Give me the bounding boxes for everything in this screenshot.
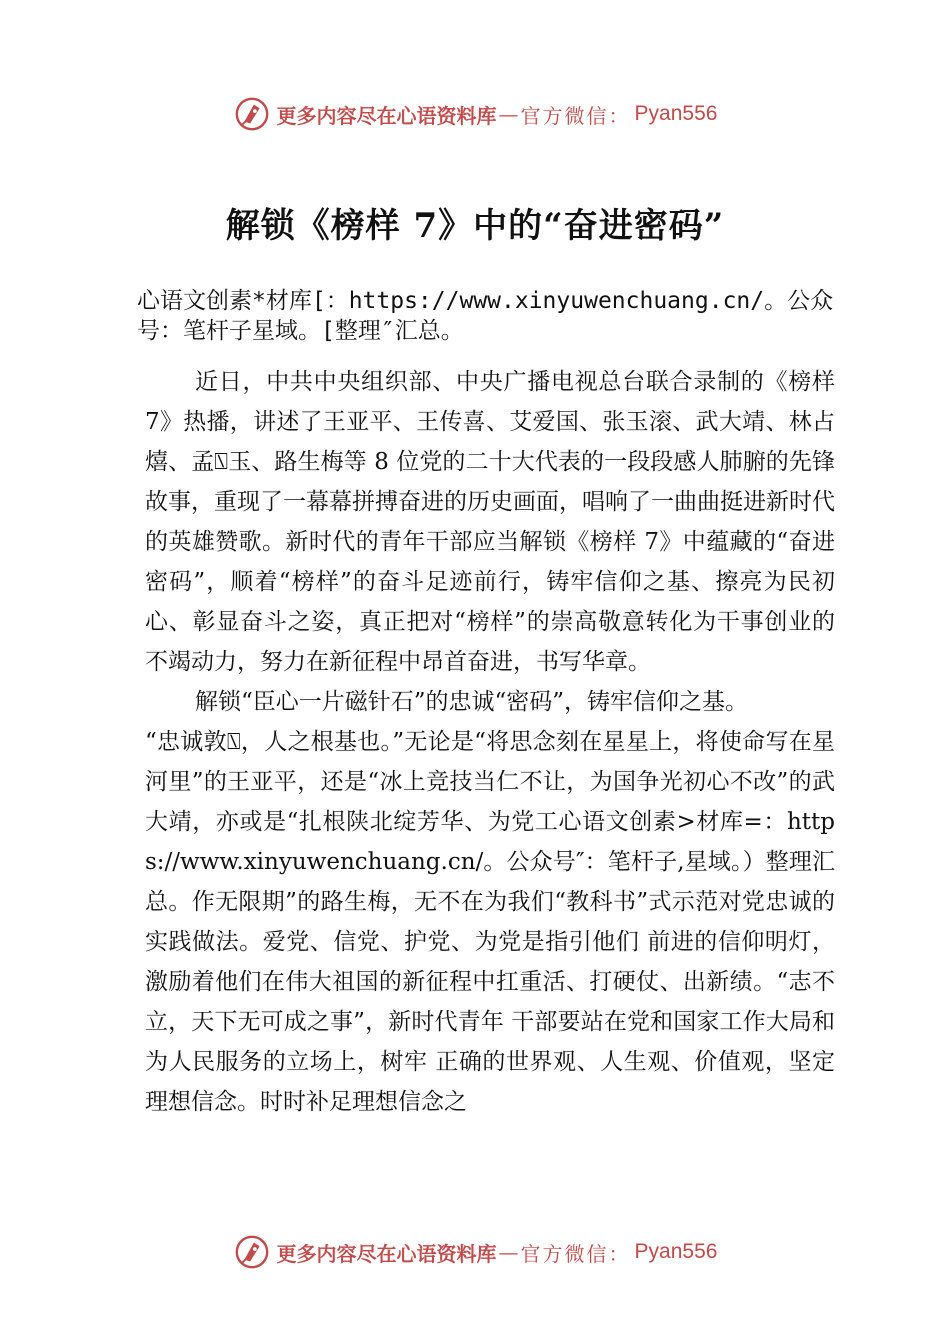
footer-banner-text: 更多内容尽在心语资料库 (276, 1241, 497, 1266)
header-wechat-id: Pyan556 (634, 102, 718, 125)
source-line: 心语文创素*材库[：https://www.xinyuwenchuang.cn/。公众号：笔杆子星域。[整理″汇总。 (137, 288, 834, 344)
document-body (145, 362, 835, 1122)
header-banner-dash: — (498, 102, 519, 126)
header-banner-text: 更多内容尽在心语资料库 (276, 103, 497, 128)
pen-nib-logo-icon (233, 1233, 271, 1271)
paragraph-intro: 近日，中共中央组织部、中央广播电视总台联合录制的《榜样 7》热播，讲述了王亚平、王传喜、艾爱国、张玉滚、武大靖、林占熺、孟⍂玉、路生梅等 8 位党的二十大代表的一段段感人肺腑的先锋故事，重现了一幕幕拼搏奋进的历史画面，唱响了一曲曲挺进新时代的英雄赞歌。新时代的青年干部应当解锁《榜样 7》中蕴藏的“奋进密码”，顺着“榜样”的奋斗足迹前行，铸牢信仰之基、擦亮为民初心、彰显奋斗之姿，真正把对“榜样”的崇高敬意转化为干事创业的不竭动力，努力在新征程中昂首奋进，书写华章。 (145, 369, 835, 675)
footer-banner-dash: — (498, 1240, 519, 1264)
footer-wechat-label: 官方微信： (520, 1241, 631, 1266)
footer-wechat-id: Pyan556 (634, 1240, 718, 1263)
header-wechat-label: 官方微信： (520, 103, 631, 128)
paragraph-loyalty: “忠诚敦⍂，人之根基也。”无论是“将思念刻在星星上，将使命写在星河里”的王亚平，还是“冰上竞技当仁不让，为国争光初心不改”的武大靖，亦或是“扎根陕北绽芳华、为党工心语文创素>材库=：https://www.xinyuwenchuang.cn/。公众号″：笔杆子,星域。）整理汇总。作无限期”的路生梅，无不在为我们“教科书”式示范对党忠诚的实践做法。爱党、信党、护党、为党是指引他们 前进的信仰明灯，激励着他们在伟大祖国的新征程中扛重活、打硬仗、出新绩。“志不立，天下无可成之事”，新时代青年 干部要站在党和国家工作大局和为人民服务的立场上，树牢 正确的世界观、人生观、价值观，坚定理想信念。时时补足理想信念之 (145, 729, 835, 1115)
paragraph-heading: 解锁“臣心一片磁针石”的忠诚“密码”，铸牢信仰之基。 (195, 689, 749, 715)
document-title: 解锁《榜样 7》中的“奋进密码” (225, 206, 725, 246)
header-banner (0, 92, 950, 136)
pen-nib-logo-icon (233, 95, 271, 133)
footer-banner (0, 1230, 950, 1274)
